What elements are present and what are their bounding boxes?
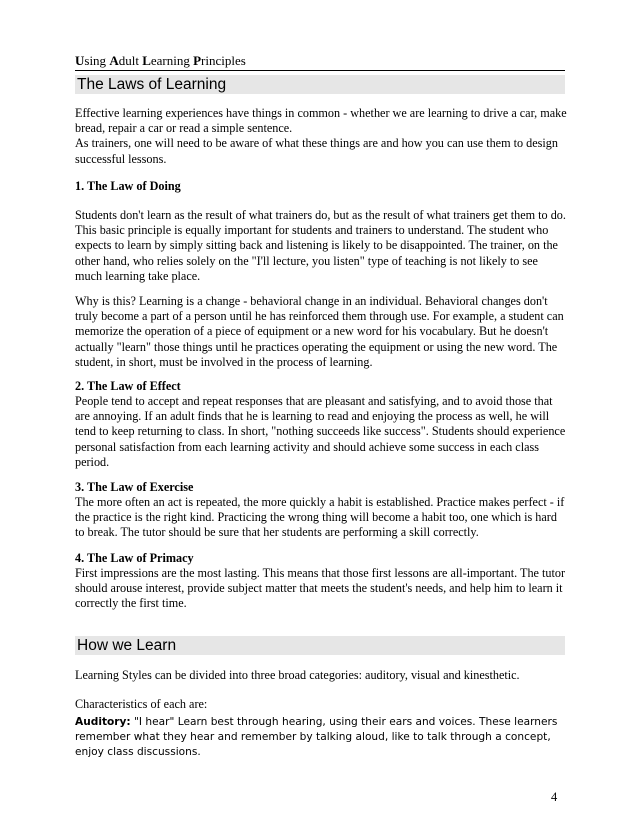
- intro-text-2: As trainers, one will need to be aware of what these things are and how you can use them to design successful lessons.: [75, 136, 558, 166]
- law-of-exercise-text: The more often an act is repeated, the more quickly a habit is established. Practice makes perfect - if the practice is the right kind. Practicing the wrong thing will become a habit too, one which is hard to break. The tutor should be sure that her students are performing a skill correctly.: [75, 495, 565, 540]
- header-word-rinciples: rinciples: [201, 53, 246, 68]
- running-header: [75, 53, 565, 71]
- law-of-exercise-title: 3. The Law of Exercise: [75, 480, 194, 494]
- law-of-doing-title: 1. The Law of Doing: [75, 179, 181, 193]
- law-of-effect-title: 2. The Law of Effect: [75, 379, 181, 393]
- header-word-dult: dult: [118, 53, 143, 68]
- law-of-doing-paragraph-1: Students don't learn as the result of what trainers do, but as the result of what trainers get them to do. This basic principle is equally important for students and trainers to understand. The student who expects to learn by simply sitting back and listening is likely to be disappointed. The trainer, on the other hand, who relies solely on the "I'll lecture, you listen" type of teaching is not likely to see much learning take place.: [75, 208, 566, 283]
- header-initial-l: L: [142, 53, 151, 68]
- section-heading-how-we-learn: How we Learn: [75, 636, 565, 655]
- law-of-primacy-title: 4. The Law of Primacy: [75, 551, 194, 565]
- header-word-sing: sing: [84, 53, 110, 68]
- law-of-primacy-text: First impressions are the most lasting. This means that those first lessons are all-important. The tutor should arouse interest, provide subject matter that meets the student's needs, and help him to learn it correctly the first time.: [75, 566, 566, 611]
- auditory-paragraph: [75, 715, 567, 761]
- header-initial-u: U: [75, 53, 85, 68]
- auditory-text: "I hear" Learn best through hearing, using their ears and voices. These learners remember what they hear and remember by talking aloud, like to talk through a concept, enjoy class discussions.: [75, 716, 558, 759]
- intro-text-1: Effective learning experiences have things in common - whether we are learning to drive a car, make bread, repair a car or read a simple sentence.: [75, 106, 567, 136]
- auditory-label: Auditory:: [75, 716, 131, 728]
- page-number: 4: [551, 790, 558, 804]
- law-of-effect-text: People tend to accept and repeat responses that are pleasant and satisfying, and to avoid those that are annoying. If an adult finds that he is learning to read and enjoying the process as well, he will tend to keep returning to class. In short, "nothing succeeds like success". Students should experience personal satisfaction from each learning activity and should achieve some success in each class period.: [75, 394, 566, 469]
- header-word-earning: earning: [150, 53, 194, 68]
- learning-styles-paragraph: Learning Styles can be divided into three broad categories: auditory, visual and kinesthetic.: [75, 668, 520, 682]
- characteristics-paragraph: Characteristics of each are:: [75, 697, 208, 711]
- intro-paragraph: [75, 106, 567, 167]
- header-initial-p: P: [193, 53, 202, 68]
- header-initial-a: A: [109, 53, 119, 68]
- law-of-doing-paragraph-2: Why is this? Learning is a change - behavioral change in an individual. Behavioral changes don't truly become a part of a person until he has reinforced them through use. For example, a student can memorize the operation of a piece of equipment or a new word for his vocabulary. But he doesn't actually "learn" those things until he practices operating the equipment or using the new word. The student, in short, must be involved in the process of learning.: [75, 294, 564, 369]
- section-heading-laws: The Laws of Learning: [75, 75, 565, 94]
